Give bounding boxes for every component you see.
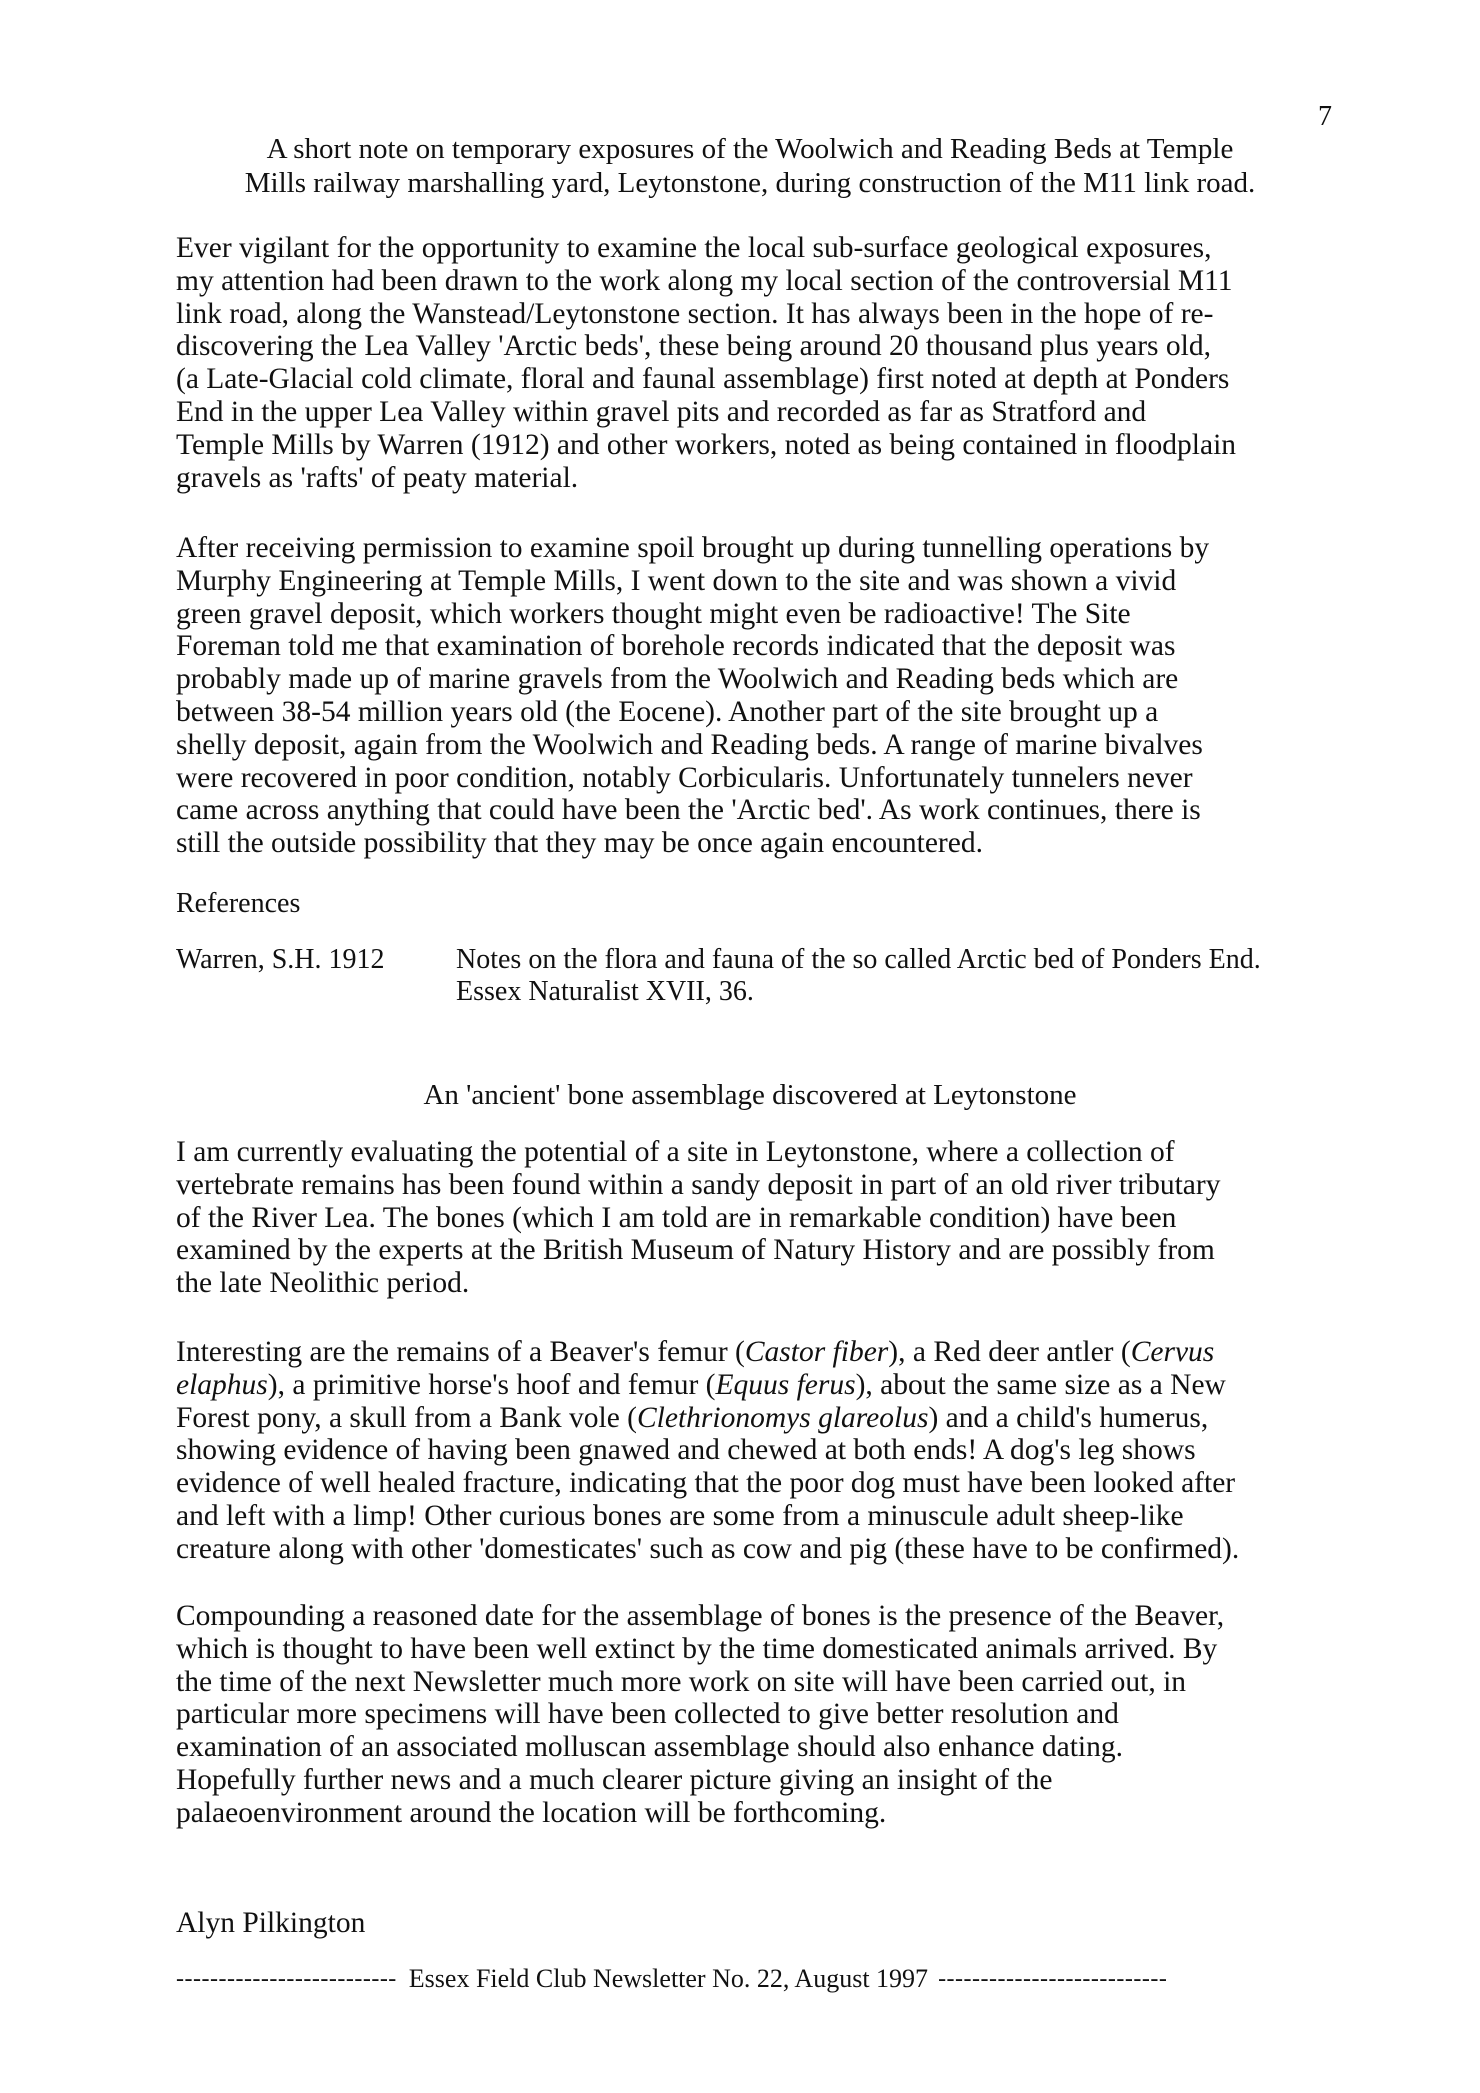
species-name: Castor fiber bbox=[744, 1336, 889, 1368]
text-line: and left with a limp! Other curious bones are some from a minuscule adult sheep-like bbox=[176, 1499, 1184, 1532]
references-heading: References bbox=[176, 888, 301, 919]
text-span: ), about the same size as a New bbox=[855, 1368, 1226, 1401]
text-line: green gravel deposit, which workers thought might even be radioactive! The Site bbox=[176, 597, 1131, 630]
species-name: elaphus bbox=[176, 1368, 268, 1401]
text-line: the late Neolithic period. bbox=[176, 1267, 470, 1300]
text-line: Temple Mills by Warren (1912) and other workers, noted as being contained in floodplain bbox=[176, 428, 1237, 461]
page-footer bbox=[176, 1964, 1326, 1994]
species-name: Clethrionomys glareolus bbox=[637, 1401, 929, 1434]
text-line bbox=[176, 1402, 1356, 1435]
text-line: Foreman told me that examination of borehole records indicated that the deposit was bbox=[176, 630, 1176, 663]
text-line: link road, along the Wanstead/Leytonstone section. It has always been in the hope of re- bbox=[176, 297, 1214, 330]
text-line: particular more specimens will have been collected to give better resolution and bbox=[176, 1698, 1119, 1731]
species-name: Equus ferus bbox=[715, 1368, 856, 1401]
species-name: Cervus bbox=[1130, 1336, 1215, 1368]
article1-title-line: A short note on temporary exposures of the Woolwich and Reading Beds at Temple bbox=[266, 133, 1234, 165]
text-line: gravels as 'rafts' of peaty material. bbox=[176, 461, 579, 494]
footer-text: Essex Field Club Newsletter No. 22, August 1997 bbox=[408, 1964, 929, 1993]
text-line: showing evidence of having been gnawed and chewed at both ends! A dog's leg shows bbox=[176, 1434, 1196, 1467]
text-line: came across anything that could have been the 'Arctic bed'. As work continues, there is bbox=[176, 794, 1201, 827]
text-span: Forest pony, a skull from a Bank vole ( bbox=[176, 1401, 637, 1434]
text-span: Interesting are the remains of a Beaver's femur ( bbox=[176, 1336, 745, 1368]
text-line: Hopefully further news and a much clearer picture giving an insight of the bbox=[176, 1763, 1053, 1796]
article1-paragraph-1 bbox=[176, 232, 1356, 494]
text-line: evidence of well healed fracture, indicating that the poor dog must have been looked after bbox=[176, 1467, 1236, 1500]
text-line: still the outside possibility that they may be once again encountered. bbox=[176, 827, 983, 860]
text-span: ) and a child's humerus, bbox=[928, 1401, 1209, 1434]
text-line: Compounding a reasoned date for the assemblage of bones is the presence of the Beaver, bbox=[176, 1600, 1225, 1632]
text-line: creature along with other 'domesticates' such as cow and pig (these have to be confirmed). bbox=[176, 1532, 1240, 1565]
reference-citation bbox=[456, 944, 1261, 1008]
footer-rule-right: --------------------------- bbox=[938, 1966, 1168, 1992]
article1-paragraph-2 bbox=[176, 532, 1356, 860]
reference-author: Warren, S.H. 1912 bbox=[176, 944, 385, 975]
article2-paragraph-2 bbox=[176, 1336, 1356, 1566]
footer-rule-left: -------------------------- bbox=[176, 1966, 397, 1992]
text-line: the time of the next Newsletter much more work on site will have been carried out, in bbox=[176, 1665, 1187, 1698]
text-line bbox=[176, 1369, 1356, 1402]
text-line: were recovered in poor condition, notably Corbicularis. Unfortunately tunnelers never bbox=[176, 761, 1193, 794]
text-line: probably made up of marine gravels from the Woolwich and Reading beds which are bbox=[176, 663, 1179, 696]
text-line: between 38-54 million years old (the Eocene). Another part of the site brought up a bbox=[176, 695, 1159, 728]
author-signature: Alyn Pilkington bbox=[176, 1907, 366, 1939]
reference-line: Essex Naturalist XVII, 36. bbox=[456, 976, 754, 1007]
article1-title-line: Mills railway marshalling yard, Leytonstone, during construction of the M11 link road. bbox=[244, 167, 1256, 199]
text-line: Murphy Engineering at Temple Mills, I went down to the site and was shown a vivid bbox=[176, 564, 1177, 597]
text-line: examined by the experts at the British Museum of Natury History and are possibly from bbox=[176, 1234, 1215, 1267]
article2-paragraph-3 bbox=[176, 1600, 1356, 1830]
page-number: 7 bbox=[1318, 101, 1332, 132]
article1-title bbox=[160, 132, 1340, 200]
text-line bbox=[176, 1336, 1356, 1369]
text-line: shelly deposit, again from the Woolwich and Reading beds. A range of marine bivalves bbox=[176, 728, 1203, 761]
text-line: which is thought to have been well extinct by the time domesticated animals arrived. By bbox=[176, 1632, 1218, 1665]
text-line: discovering the Lea Valley 'Arctic beds', these being around 20 thousand plus years old, bbox=[176, 330, 1211, 363]
text-span: ), a primitive horse's hoof and femur ( bbox=[267, 1368, 716, 1401]
text-line: examination of an associated molluscan assemblage should also enhance dating. bbox=[176, 1731, 1123, 1764]
text-span: ), a Red deer antler ( bbox=[888, 1336, 1131, 1368]
text-line: vertebrate remains has been found within a sandy deposit in part of an old river tributary bbox=[176, 1168, 1221, 1201]
text-line: of the River Lea. The bones (which I am told are in remarkable condition) have been bbox=[176, 1201, 1177, 1234]
article2-paragraph-1 bbox=[176, 1136, 1356, 1300]
text-line: Ever vigilant for the opportunity to examine the local sub-surface geological exposures, bbox=[176, 232, 1212, 264]
text-line: I am currently evaluating the potential of a site in Leytonstone, where a collection of bbox=[176, 1136, 1175, 1168]
text-line: After receiving permission to examine spoil brought up during tunnelling operations by bbox=[176, 532, 1210, 564]
text-line: End in the upper Lea Valley within gravel pits and recorded as far as Stratford and bbox=[176, 395, 1147, 428]
text-line: my attention had been drawn to the work along my local section of the controversial M11 bbox=[176, 264, 1233, 297]
text-line: palaeoenvironment around the location will be forthcoming. bbox=[176, 1796, 887, 1829]
text-line: (a Late-Glacial cold climate, floral and faunal assemblage) first noted at depth at Ponders bbox=[176, 363, 1230, 396]
reference-line: Notes on the flora and fauna of the so called Arctic bed of Ponders End. bbox=[456, 944, 1261, 975]
article2-title: An 'ancient' bone assemblage discovered at Leytonstone bbox=[423, 1079, 1077, 1111]
